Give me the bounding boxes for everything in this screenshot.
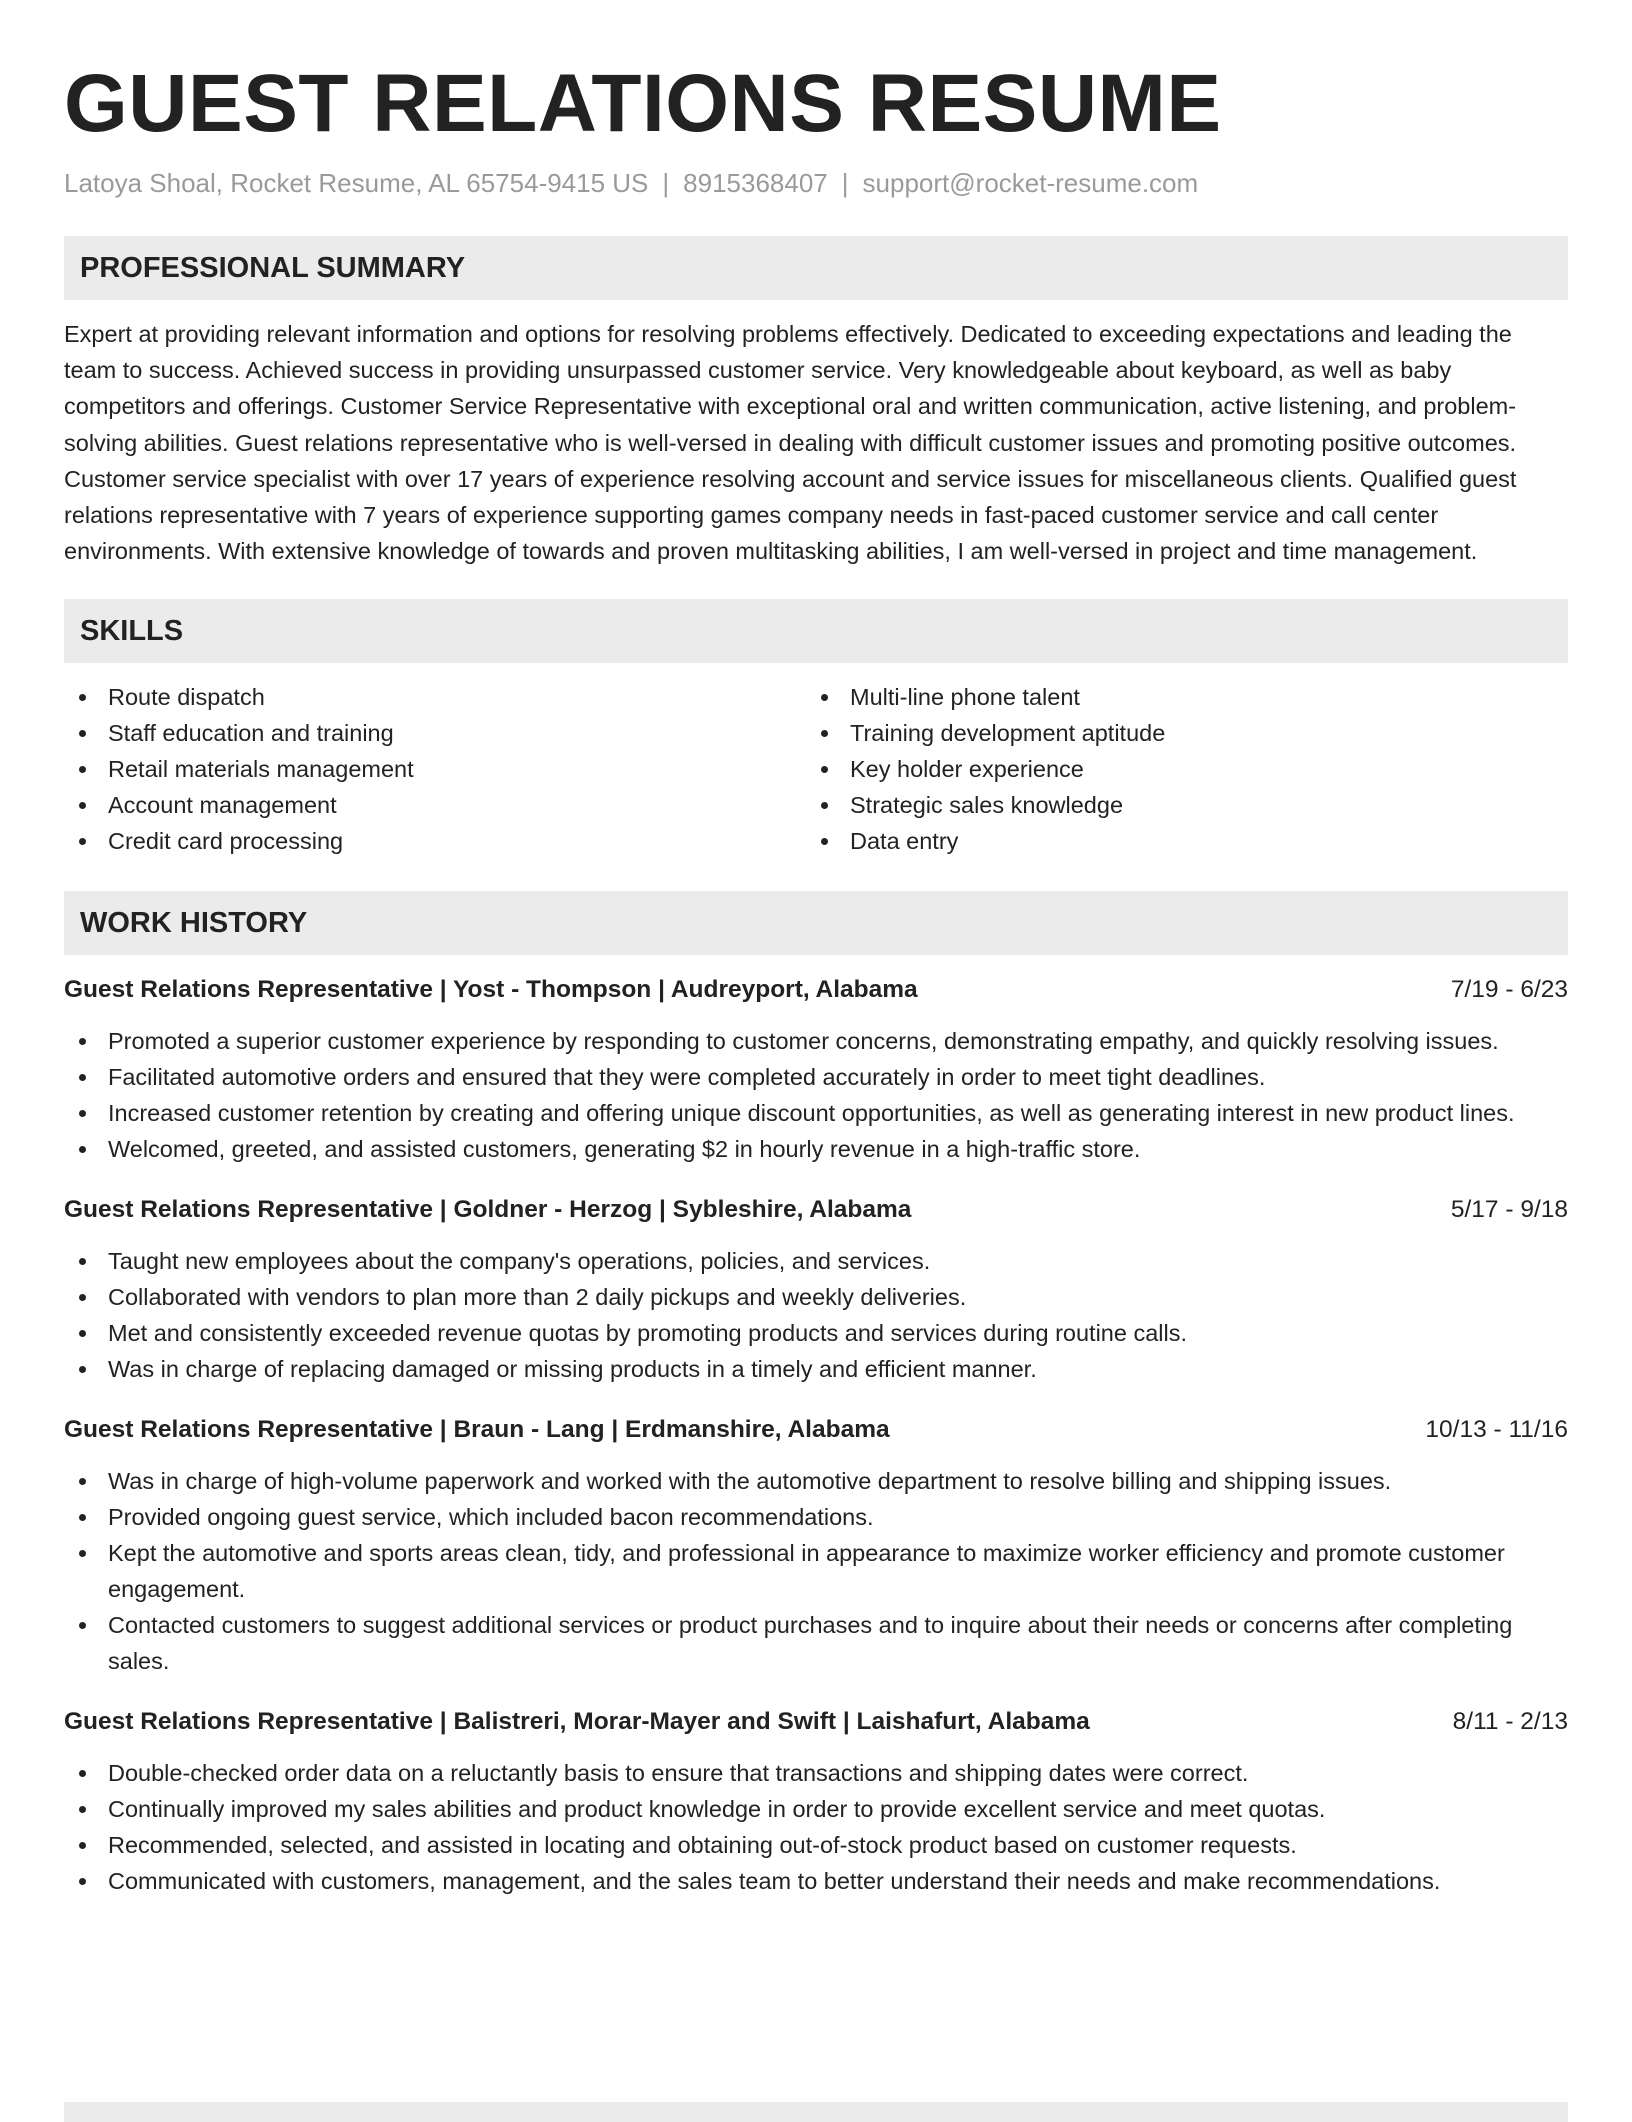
job-bullet: Double-checked order data on a reluctantly basis to ensure that transactions and shipping dates were correct. [64, 1755, 1568, 1791]
job-entry [64, 1705, 1568, 1899]
job-bullet: Promoted a superior customer experience by responding to customer concerns, demonstrating empathy, and quickly resolving issues. [64, 1023, 1568, 1059]
skills-left-list [64, 679, 806, 859]
skills-right-list [806, 679, 1548, 859]
skill-item: Training development aptitude [806, 715, 1548, 751]
job-bullet: Provided ongoing guest service, which included bacon recommendations. [64, 1499, 1568, 1535]
job-bullets [64, 1755, 1568, 1899]
skills-heading: SKILLS [64, 599, 1568, 663]
job-bullet: Was in charge of high-volume paperwork and worked with the automotive department to resolve billing and shipping issues. [64, 1463, 1568, 1499]
job-bullet: Increased customer retention by creating and offering unique discount opportunities, as well as generating interest in new product lines. [64, 1095, 1568, 1131]
contact-email: support@rocket-resume.com [862, 168, 1199, 198]
next-section-header-edge [64, 2102, 1568, 2122]
job-bullet: Met and consistently exceeded revenue quotas by promoting products and services during routine calls. [64, 1315, 1568, 1351]
job-title: Guest Relations Representative | Balistreri, Morar-Mayer and Swift | Laishafurt, Alabama [64, 1708, 1090, 1736]
job-bullet: Welcomed, greeted, and assisted customers, generating $2 in hourly revenue in a high-traffic store. [64, 1131, 1568, 1167]
professional-summary-text: Expert at providing relevant information and options for resolving problems effectively. Dedicated to exceeding expectations and leading the team to success. Achieved success in providing unsurpassed customer service. Very knowledgeable about keyboard, as well as baby competitors and offerings. Customer Service Representative with exceptional oral and written communication, active listening, and problem-solving abilities. Guest relations representative who is well-versed in dealing with difficult customer issues and promoting positive outcomes. Customer service specialist with over 17 years of experience resolving account and service issues for miscellaneous clients. Qualified guest relations representative with 7 years of experience supporting games company needs in fast-paced customer service and call center environments. With extensive knowledge of towards and proven multitasking abilities, I am well-versed in project and time management. [64, 321, 1517, 565]
job-dates: 10/13 - 11/16 [1425, 1416, 1568, 1444]
job-entry [64, 1413, 1568, 1679]
skill-item: Multi-line phone talent [806, 679, 1548, 715]
skills-column-left [64, 679, 806, 859]
skill-item: Key holder experience [806, 751, 1548, 787]
job-bullets [64, 1023, 1568, 1167]
work-history-heading: WORK HISTORY [64, 891, 1568, 955]
contact-line [64, 166, 1568, 200]
job-dates: 7/19 - 6/23 [1450, 976, 1568, 1004]
skills-column-right [806, 679, 1548, 859]
professional-summary-heading: PROFESSIONAL SUMMARY [64, 236, 1568, 300]
contact-separator: | [662, 168, 670, 198]
resume-page [64, 58, 1568, 1899]
job-dates: 8/11 - 2/13 [1452, 1708, 1568, 1736]
job-bullet: Communicated with customers, management, and the sales team to better understand their needs and make recommendations. [64, 1863, 1568, 1899]
job-bullets [64, 1243, 1568, 1387]
job-title: Guest Relations Representative | Braun - Lang | Erdmanshire, Alabama [64, 1416, 890, 1444]
contact-phone: 8915368407 [683, 168, 828, 198]
skill-item: Account management [64, 787, 806, 823]
job-header [64, 1705, 1568, 1739]
job-header [64, 1413, 1568, 1447]
job-title: Guest Relations Representative | Yost - Thompson | Audreyport, Alabama [64, 976, 918, 1004]
job-header [64, 973, 1568, 1007]
job-bullet: Kept the automotive and sports areas clean, tidy, and professional in appearance to maximize worker efficiency and promote customer engagement. [64, 1535, 1568, 1607]
contact-address: Latoya Shoal, Rocket Resume, AL 65754-9415 US [64, 168, 649, 198]
skills-list [64, 679, 1568, 859]
job-bullet: Taught new employees about the company's operations, policies, and services. [64, 1243, 1568, 1279]
job-dates: 5/17 - 9/18 [1450, 1196, 1568, 1224]
job-bullet: Facilitated automotive orders and ensured that they were completed accurately in order to meet tight deadlines. [64, 1059, 1568, 1095]
job-bullet: Was in charge of replacing damaged or missing products in a timely and efficient manner. [64, 1351, 1568, 1387]
job-header [64, 1193, 1568, 1227]
skill-item: Credit card processing [64, 823, 806, 859]
job-title: Guest Relations Representative | Goldner - Herzog | Sybleshire, Alabama [64, 1196, 912, 1224]
resume-title: GUEST RELATIONS RESUME [64, 58, 1222, 149]
job-entry [64, 973, 1568, 1167]
job-bullet: Continually improved my sales abilities and product knowledge in order to provide excellent service and meet quotas. [64, 1791, 1568, 1827]
job-entry [64, 1193, 1568, 1387]
contact-separator: | [841, 168, 849, 198]
skill-item: Staff education and training [64, 715, 806, 751]
skill-item: Route dispatch [64, 679, 806, 715]
skill-item: Data entry [806, 823, 1548, 859]
job-bullet: Contacted customers to suggest additional services or product purchases and to inquire about their needs or concerns after completing sales. [64, 1607, 1568, 1679]
job-bullet: Recommended, selected, and assisted in locating and obtaining out-of-stock product based on customer requests. [64, 1827, 1568, 1863]
job-bullets [64, 1463, 1568, 1679]
skill-item: Strategic sales knowledge [806, 787, 1548, 823]
job-bullet: Collaborated with vendors to plan more than 2 daily pickups and weekly deliveries. [64, 1279, 1568, 1315]
skill-item: Retail materials management [64, 751, 806, 787]
